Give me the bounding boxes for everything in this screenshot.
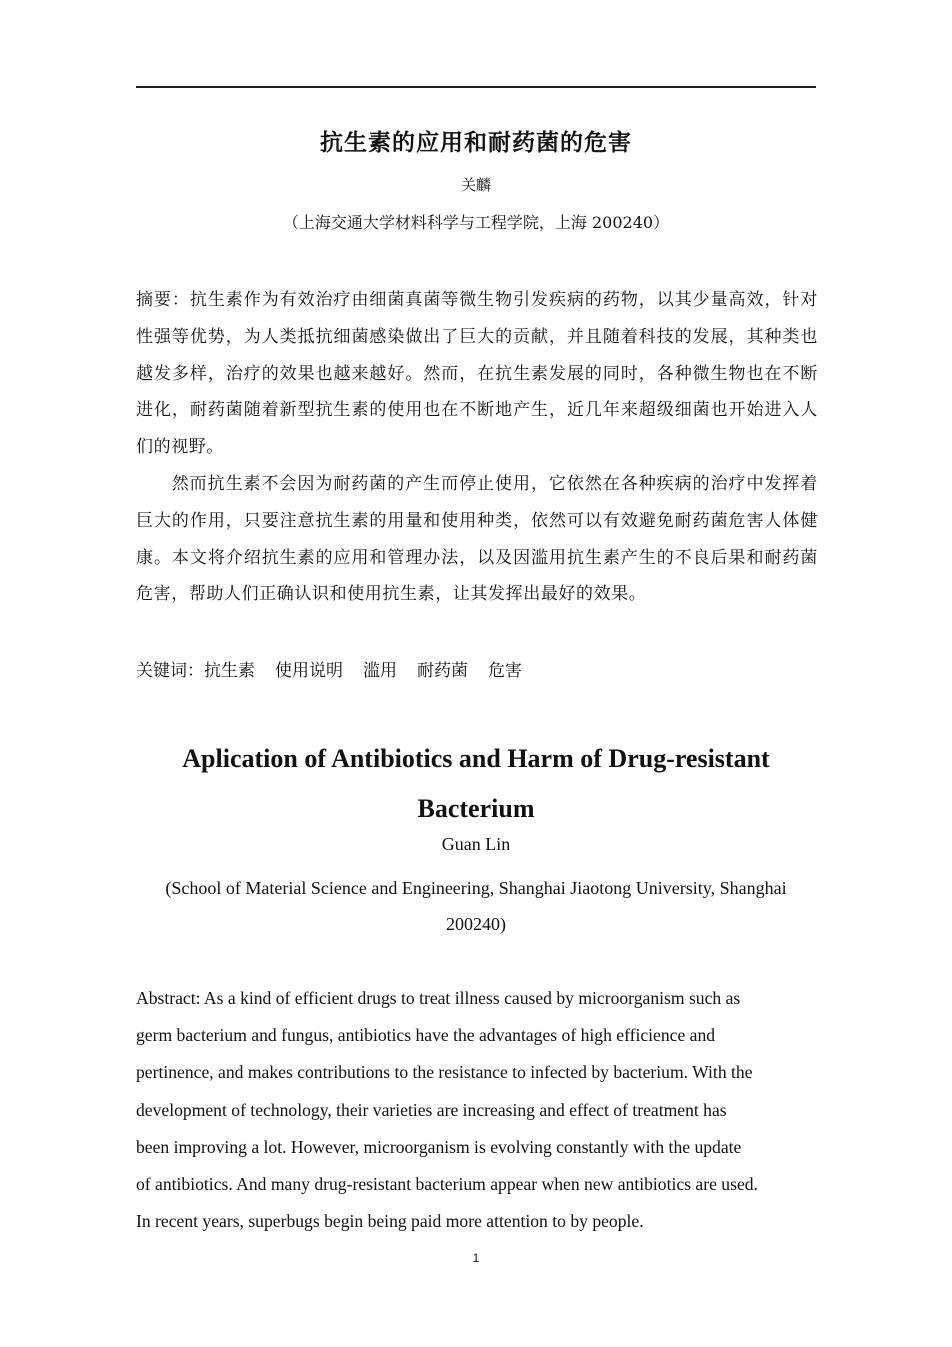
cn-keywords xyxy=(136,656,542,686)
en-abstract-line: been improving a lot. However, microorganism is evolving constantly with the update xyxy=(136,1136,742,1157)
keyword: 耐药菌 xyxy=(417,661,468,681)
cn-abstract-paragraph-1: 摘要：抗生素作为有效治疗由细菌真菌等微生物引发疾病的药物，以其少量高效，针对性强等优势，为人类抵抗细菌感染做出了巨大的贡献，并且随着科技的发展，其种类也越发多样，治疗的效果也越来越好。然而，在抗生素发展的同时，各种微生物也在不断进化，耐药菌随着新型抗生素的使用也在不断地产生，近几年来超级细菌也开始进入人们的视野。 xyxy=(136,290,818,458)
cn-affiliation: （上海交通大学材料科学与工程学院，上海 200240） xyxy=(282,213,670,232)
en-abstract-line: Abstract: As a kind of efficient drugs to treat illness caused by microorganism such as xyxy=(136,988,741,1008)
page-number: 1 xyxy=(472,1251,480,1265)
en-title xyxy=(120,734,832,834)
keyword: 使用说明 xyxy=(275,661,343,681)
en-abstract-line: development of technology, their varieties are increasing and effect of treatment has xyxy=(136,1099,727,1120)
en-abstract xyxy=(136,980,826,1240)
en-affiliation xyxy=(136,870,816,942)
en-title-line-1: Aplication of Antibiotics and Harm of Drug-resistant xyxy=(182,744,770,773)
cn-title: 抗生素的应用和耐药菌的危害 xyxy=(320,130,632,156)
cn-abstract-paragraph-2: 然而抗生素不会因为耐药菌的产生而停止使用，它依然在各种疾病的治疗中发挥着巨大的作用，只要注意抗生素的用量和使用种类，依然可以有效避免耐药菌危害人体健康。本文将介绍抗生素的应用和管理办法，以及因滥用抗生素产生的不良后果和耐药菌危害，帮助人们正确认识和使用抗生素，让其发挥出最好的效果。 xyxy=(136,474,818,605)
en-title-line-2: Bacterium xyxy=(417,794,535,823)
header-rule xyxy=(136,86,816,88)
keywords-label: 关键词： xyxy=(136,661,204,681)
en-affiliation-line-2: 200240) xyxy=(446,914,506,934)
keyword: 危害 xyxy=(488,661,522,681)
en-abstract-line: of antibiotics. And many drug-resistant bacterium appear when new antibiotics are used. xyxy=(136,1174,758,1195)
keyword: 抗生素 xyxy=(204,661,255,681)
en-abstract-line: In recent years, superbugs begin being paid more attention to by people. xyxy=(136,1211,644,1232)
en-author: Guan Lin xyxy=(441,834,511,854)
en-abstract-line: germ bacterium and fungus, antibiotics have the advantages of high efficience and xyxy=(136,1025,716,1046)
cn-author: 关麟 xyxy=(460,176,491,194)
keyword: 滥用 xyxy=(363,661,397,681)
en-abstract-line: pertinence, and makes contributions to the resistance to infected by bacterium. With the xyxy=(136,1062,753,1083)
en-affiliation-line-1: (School of Material Science and Engineering, Shanghai Jiaotong University, Shanghai xyxy=(165,878,787,898)
